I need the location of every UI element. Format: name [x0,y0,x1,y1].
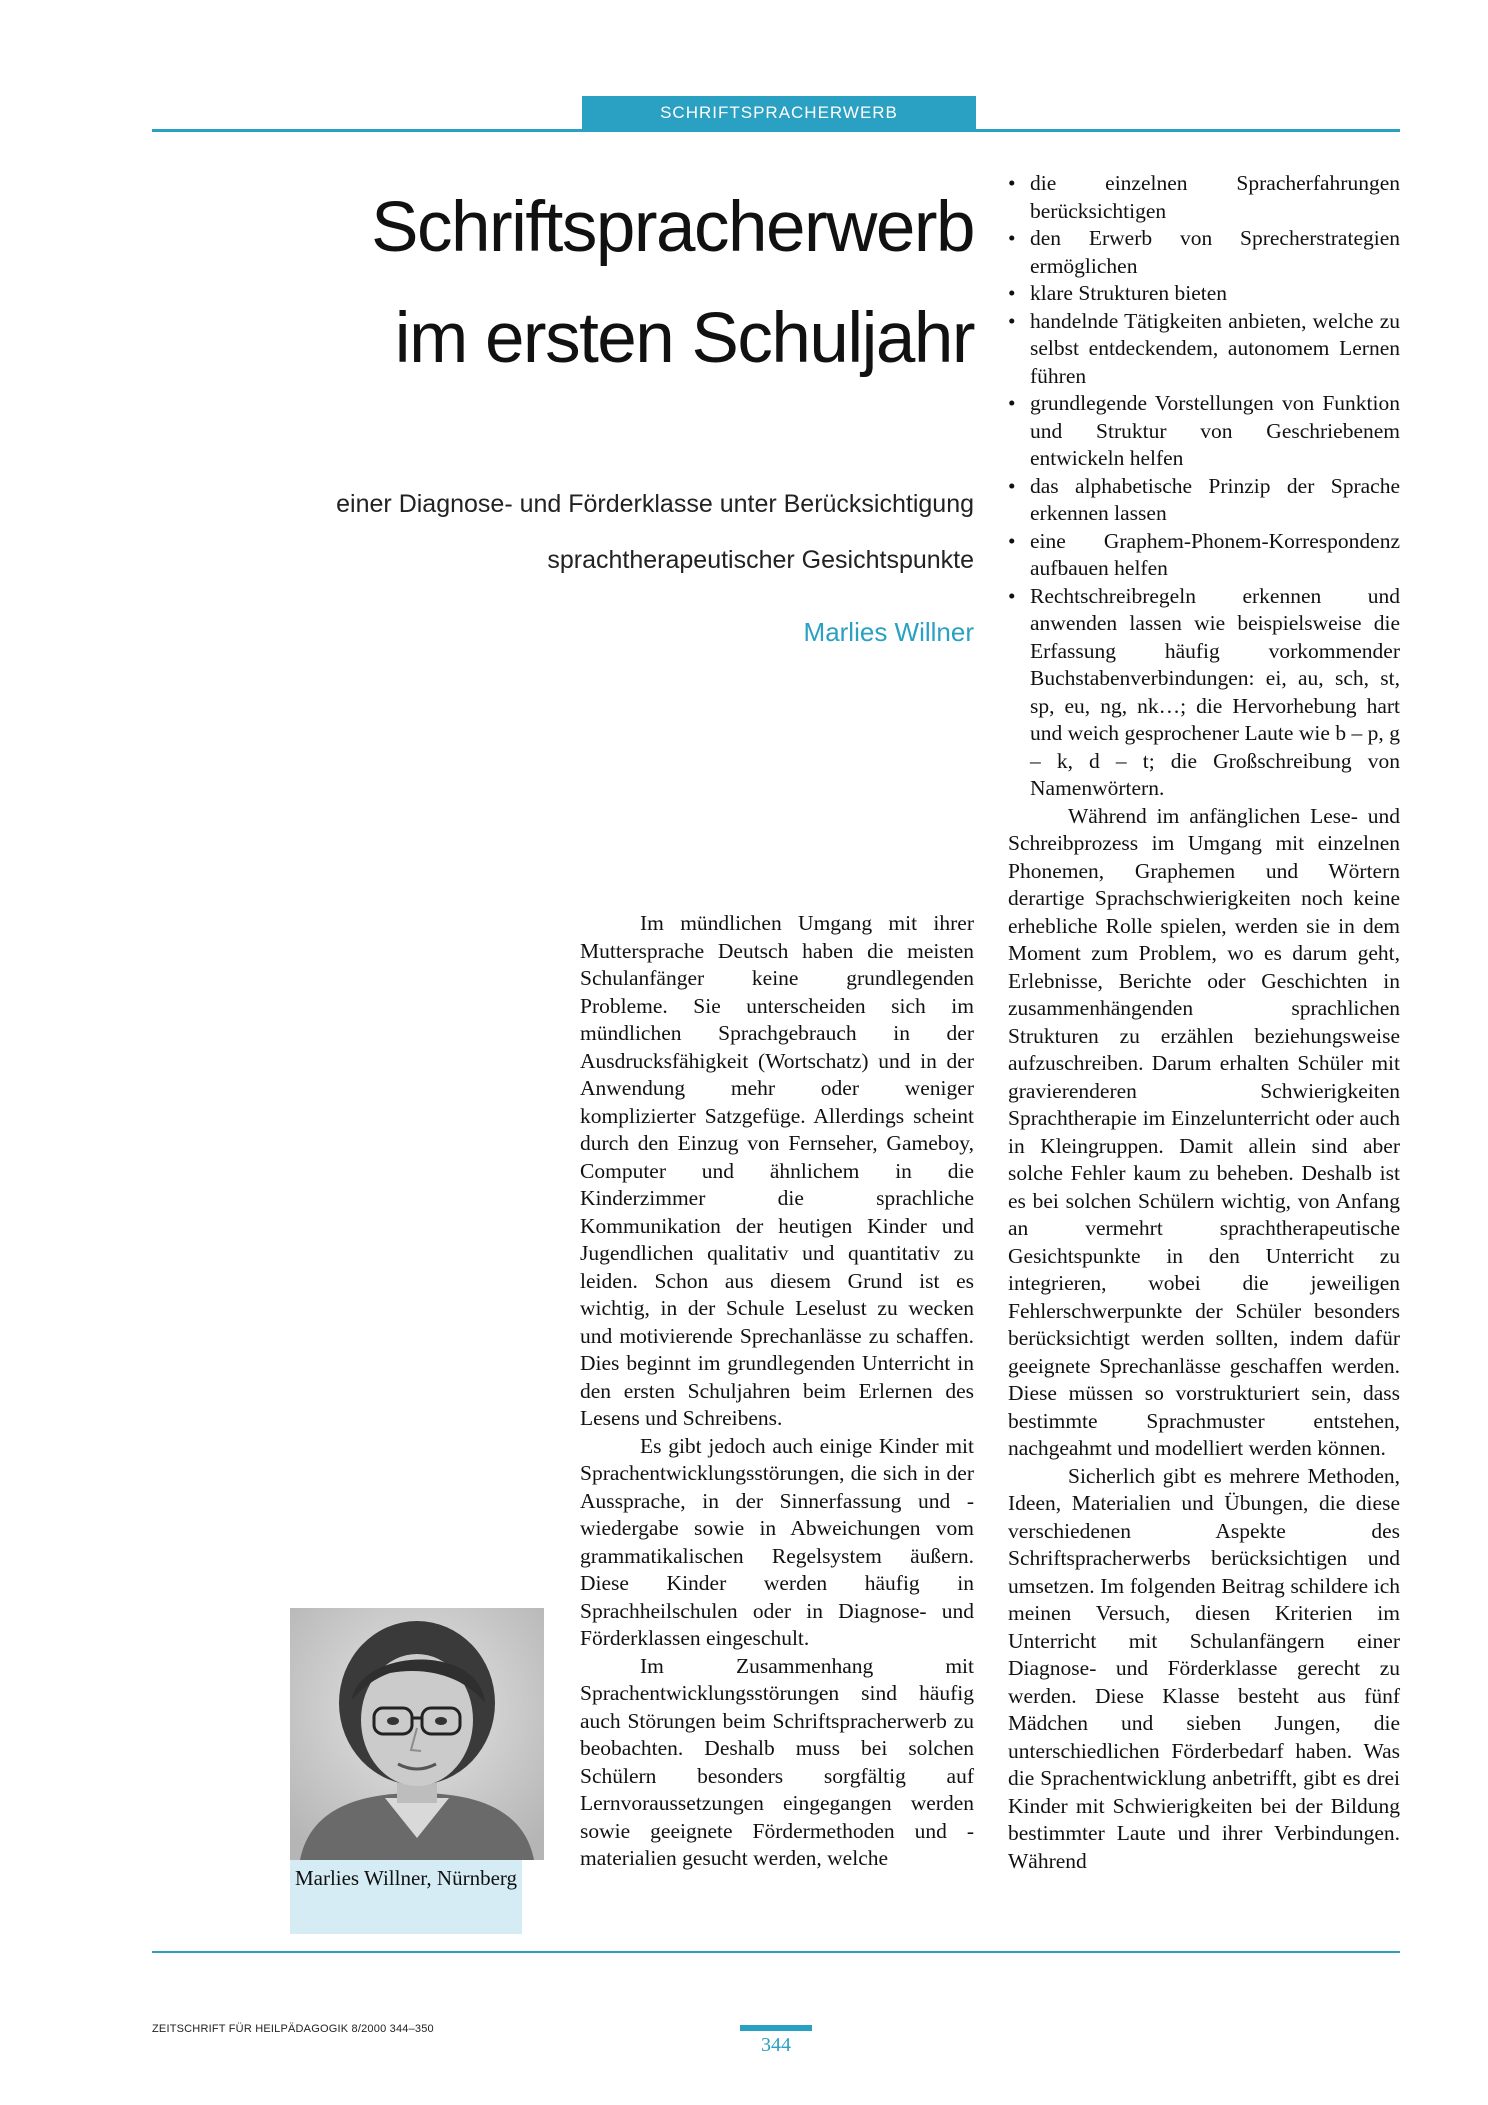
article-title [170,188,974,378]
list-item [1008,280,1400,308]
paragraph: Im Zusammenhang mit Sprachentwicklungsstörungen sind häufig auch Störungen beim Schriftspracherwerb zu beobachten. Deshalb muss bei solchen Schülern besonders sorgfältig auf Lernvoraussetzungen eingegangen werden sowie geeignete Fördermethoden und -materialien gesucht werden, welche [580,1653,974,1870]
bullet-icon: • [1008,171,1016,195]
bullet-list [1008,170,1400,803]
section-label: SCHRIFTSPRACHERWERB [582,96,976,130]
list-item-text: handelnde Tätigkeiten anbieten, welche zu selbst entdeckendem, autonomem Lernen führen [1030,308,1400,388]
bullet-icon: • [1008,226,1016,250]
paragraph: Während im anfänglichen Lese- und Schreibprozess im Umgang mit einzelnen Phonemen, Graphemen und Wörtern derartige Sprachschwierigkeiten noch keine erhebliche Rolle spielen, werden sie in dem Moment zum Problem, wo es darum geht, Erlebnisse, Berichte oder Geschichten in zusammenhängenden sprachlichen Strukturen zu erzählen beziehungsweise aufzuschreiben. Darum erhalten Schüler mit gravierenderen Schwierigkeiten Sprachtherapie im Einzelunterricht oder auch in Kleingruppen. Damit allein sind aber solche Fehler kaum zu beheben. Deshalb ist es bei solchen Schülern wichtig, von Anfang an vermehrt sprachtherapeutische Gesichtspunkte in den Unterricht zu integrieren, wobei die jeweiligen Fehlerschwerpunkte der Schüler besonders berücksichtigt werden sollten, indem dafür geeignete Sprechanlässe geschaffen werden. Diese müssen so vorstrukturiert sein, dass bestimmte Sprachmuster entstehen, nachgeahmt und modelliert werden können. [1008,803,1400,1460]
paragraph: Im mündlichen Umgang mit ihrer Muttersprache Deutsch haben die meisten Schulanfänger keine grundlegenden Probleme. Sie unterscheiden sich im mündlichen Sprachgebrauch in der Ausdrucksfähigkeit (Wortschatz) und in der Anwendung mehr oder weniger komplizierter Satzgefüge. Allerdings scheint durch den Einzug von Fernseher, Gameboy, Computer und ähnlichem in die Kinderzimmer die sprachliche Kommunikation der heutigen Kinder und Jugendlichen qualitativ und quantitativ zu leiden. Schon aus diesem Grund ist es wichtig, in der Schule Leselust zu wecken und motivierende Sprechanlässe zu schaffen. Dies beginnt im grundlegenden Unterricht in den ersten Schuljahren beim Erlernen des Lesens und Schreibens. [580,911,974,1430]
list-item-text: klare Strukturen bieten [1030,281,1228,305]
list-item [1008,583,1400,803]
bullet-icon: • [1008,308,1016,333]
list-item [1008,308,1400,391]
bullet-icon: • [1008,583,1016,608]
body-column-right [1008,170,1400,1875]
list-item-text: Rechtschreibregeln erkennen und anwenden lassen wie beispielsweise die Erfassung häufig vorkommender Buchstabenverbindungen: ei, au, sch, st, sp, eu, ng, nk…; die Hervorhebung hart und weich gesprochener Laute wie b – p, g – k, d – t; die Großschreibung von Namenwörtern. [1030,583,1400,800]
list-item [1008,225,1400,280]
page-number-bar [740,2025,812,2031]
footer-rule [152,1951,1400,1953]
bullet-icon: • [1008,391,1016,415]
list-item-text: grundlegende Vorstellungen von Funktion und Struktur von Geschriebenem entwickeln helfen [1030,391,1400,470]
paragraph: Es gibt jedoch auch einige Kinder mit Sprachentwicklungsstörungen, die sich in der Aussprache, in der Sinnerfassung und -wiedergabe sowie in Abweichungen vom grammatikalischen Regelsystem äußern. Diese Kinder werden häufig in Sprachheilschulen oder in Diagnose- und Förderklassen eingeschult. [580,1433,974,1650]
list-item [1008,473,1400,528]
bullet-icon: • [1008,281,1016,305]
title-line-2: im ersten Schuljahr [394,299,974,378]
list-item-text: die einzelnen Spracherfahrungen berücksichtigen [1030,171,1400,223]
header-rule [152,129,1400,132]
list-item-text: eine Graphem-Phonem-Korrespondenz aufbauen helfen [1030,528,1400,580]
page-number: 344 [761,2034,791,2056]
title-line-1: Schriftspracherwerb [371,188,974,267]
list-item [1008,528,1400,583]
bullet-icon: • [1008,528,1016,553]
photo-caption: Marlies Willner, Nürnberg [290,1860,522,1934]
subtitle-line-1: einer Diagnose- und Förderklasse unter Berücksichtigung [336,490,974,518]
author-photo [290,1608,544,1860]
list-item-text: das alphabetische Prinzip der Sprache erkennen lassen [1030,473,1400,525]
list-item [1008,170,1400,225]
bullet-icon: • [1008,473,1016,498]
author-portrait-image [290,1608,544,1860]
body-column-middle [580,910,974,1873]
subtitle-line-2: sprachtherapeutischer Gesichtspunkte [547,546,974,574]
footer-journal-citation: ZEITSCHRIFT FÜR HEILPÄDAGOGIK 8/2000 344–350 [152,2023,434,2035]
paragraph: Sicherlich gibt es mehrere Methoden, Ideen, Materialien und Übungen, die diese verschiedenen Aspekte des Schriftspracherwerbs berücksichtigen und umsetzen. Im folgenden Beitrag schildere ich meinen Versuch, diesen Kriterien im Unterricht mit Schulanfängern einer Diagnose- und Förderklasse gerecht zu werden. Diese Klasse besteht aus fünf Mädchen und sieben Jungen, die unterschiedlichen Förderbedarf haben. Was die Sprachentwicklung anbetrifft, gibt es drei Kinder mit Schwierigkeiten bei der Bildung bestimmter Laute und ihrer Verbindungen. Während [1008,1463,1400,1873]
list-item [1008,390,1400,473]
author-byline: Marlies Willner [803,617,974,647]
list-item-text: den Erwerb von Sprecherstrategien ermöglichen [1030,226,1400,278]
article-subtitle [170,476,974,588]
